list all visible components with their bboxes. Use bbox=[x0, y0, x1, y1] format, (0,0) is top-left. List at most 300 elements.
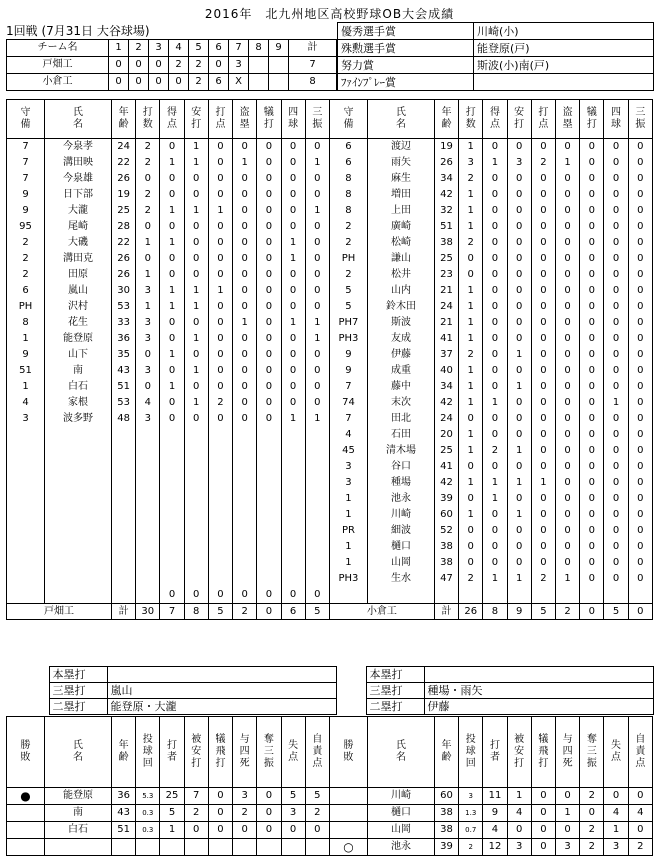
player-name: 雨矢 bbox=[368, 155, 435, 171]
sacrifices: 0 bbox=[257, 315, 281, 331]
strikeouts: 0 bbox=[580, 805, 604, 822]
strikeouts: 0 bbox=[628, 475, 652, 491]
player-name: 廣崎 bbox=[368, 219, 435, 235]
walks: 0 bbox=[604, 555, 628, 571]
batting-header-cell bbox=[368, 100, 435, 139]
player-name: 池永 bbox=[368, 491, 435, 507]
age: 51 bbox=[434, 219, 458, 235]
pitching-header-cell bbox=[136, 717, 160, 788]
player-name bbox=[45, 555, 112, 571]
inning-score: 8 bbox=[289, 74, 337, 91]
batting-row bbox=[7, 459, 653, 475]
sacrifices: 0 bbox=[580, 267, 604, 283]
age: 35 bbox=[111, 347, 135, 363]
at-bats: 1 bbox=[459, 363, 483, 379]
hits-allowed: 1 bbox=[507, 788, 531, 805]
walks: 0 bbox=[604, 491, 628, 507]
total-value: 6 bbox=[281, 604, 305, 620]
hits: 0 bbox=[507, 219, 531, 235]
decision bbox=[329, 788, 367, 805]
player-name: 山内 bbox=[368, 283, 435, 299]
sacrifices: 0 bbox=[580, 523, 604, 539]
total-label: 計 bbox=[434, 604, 458, 620]
position: 7 bbox=[7, 139, 45, 156]
inning-score: 0 bbox=[169, 74, 189, 91]
stolen-bases: 1 bbox=[233, 155, 257, 171]
sacrifices-allowed: 0 bbox=[531, 805, 555, 822]
walks: 0 bbox=[281, 267, 305, 283]
at-bats: 0 bbox=[459, 267, 483, 283]
walks: 0 bbox=[604, 219, 628, 235]
header-label: 氏名 bbox=[395, 740, 406, 763]
sacrifices: 0 bbox=[257, 219, 281, 235]
batting-row bbox=[7, 411, 653, 427]
at-bats bbox=[136, 587, 160, 604]
innings: 2 bbox=[459, 839, 483, 856]
sacrifices: 0 bbox=[257, 347, 281, 363]
at-bats: 1 bbox=[459, 299, 483, 315]
at-bats: 0 bbox=[136, 219, 160, 235]
rbi: 0 bbox=[208, 379, 232, 395]
position: 7 bbox=[329, 411, 367, 427]
position: 7 bbox=[7, 171, 45, 187]
sacrifices: 0 bbox=[257, 587, 281, 604]
strikeouts: 0 bbox=[305, 235, 329, 251]
runs: 0 bbox=[483, 331, 507, 347]
player-name: 谷口 bbox=[368, 459, 435, 475]
hits bbox=[184, 491, 208, 507]
header-label: 勝敗 bbox=[20, 740, 31, 763]
runs bbox=[160, 475, 184, 491]
runs: 0 bbox=[160, 139, 184, 156]
runs: 0 bbox=[160, 171, 184, 187]
batters: 11 bbox=[483, 788, 507, 805]
hit-players: 種場・雨矢 bbox=[424, 683, 653, 699]
age: 26 bbox=[111, 171, 135, 187]
hits bbox=[184, 507, 208, 523]
at-bats: 1 bbox=[459, 187, 483, 203]
decision bbox=[7, 822, 45, 839]
stolen-bases: 0 bbox=[233, 379, 257, 395]
hits: 1 bbox=[184, 155, 208, 171]
stolen-bases bbox=[233, 555, 257, 571]
inning-score: 2 bbox=[189, 57, 209, 74]
sacrifices: 0 bbox=[257, 283, 281, 299]
age: 39 bbox=[434, 839, 458, 856]
age: 51 bbox=[111, 379, 135, 395]
header-label: 勝敗 bbox=[343, 740, 354, 763]
age: 38 bbox=[434, 539, 458, 555]
age: 51 bbox=[111, 822, 135, 839]
at-bats: 2 bbox=[459, 171, 483, 187]
sacrifices: 0 bbox=[580, 475, 604, 491]
strikeouts: 0 bbox=[628, 155, 652, 171]
page-title: 2016年 北九州地区高校野球OB大会成績 bbox=[204, 7, 455, 21]
hits bbox=[184, 459, 208, 475]
age bbox=[111, 839, 135, 856]
strikeouts: 0 bbox=[305, 347, 329, 363]
walks-hbp: 0 bbox=[556, 788, 580, 805]
stolen-bases bbox=[233, 571, 257, 587]
at-bats bbox=[136, 555, 160, 571]
stolen-bases: 0 bbox=[233, 219, 257, 235]
pitching-header-cell bbox=[531, 717, 555, 788]
strikeouts: 0 bbox=[628, 539, 652, 555]
player-name bbox=[368, 587, 435, 604]
position: 1 bbox=[7, 379, 45, 395]
stolen-bases: 0 bbox=[233, 299, 257, 315]
runs: 1 bbox=[483, 571, 507, 587]
header-label: 犠飛打 bbox=[215, 734, 226, 769]
sacrifices: 0 bbox=[257, 155, 281, 171]
batting-row bbox=[7, 539, 653, 555]
strikeouts: 0 bbox=[628, 379, 652, 395]
position: 4 bbox=[7, 395, 45, 411]
sacrifices: 0 bbox=[257, 171, 281, 187]
sacrifices: 0 bbox=[580, 203, 604, 219]
batting-row bbox=[7, 155, 653, 171]
sacrifices: 0 bbox=[257, 363, 281, 379]
batting-header-cell bbox=[531, 100, 555, 139]
stolen-bases: 0 bbox=[556, 507, 580, 523]
age: 38 bbox=[434, 555, 458, 571]
pitching-header-cell bbox=[45, 717, 112, 788]
age: 22 bbox=[111, 155, 135, 171]
hits: 0 bbox=[507, 411, 531, 427]
linescore-header-cell: 9 bbox=[269, 40, 289, 57]
position: PH3 bbox=[329, 571, 367, 587]
batting-header-cell bbox=[507, 100, 531, 139]
walks: 0 bbox=[604, 155, 628, 171]
rbi: 0 bbox=[208, 187, 232, 203]
stolen-bases: 0 bbox=[556, 363, 580, 379]
strikeouts bbox=[628, 587, 652, 604]
inning-score: 0 bbox=[149, 74, 169, 91]
rbi: 0 bbox=[208, 587, 232, 604]
runs: 0 bbox=[483, 267, 507, 283]
position: 6 bbox=[329, 139, 367, 156]
strikeouts: 0 bbox=[257, 788, 281, 805]
sacrifices-allowed bbox=[208, 839, 232, 856]
walks: 0 bbox=[604, 139, 628, 156]
batting-header-cell bbox=[305, 100, 329, 139]
inning-score bbox=[269, 74, 289, 91]
strikeouts: 0 bbox=[305, 187, 329, 203]
rbi: 0 bbox=[531, 315, 555, 331]
total-value: 7 bbox=[160, 604, 184, 620]
hits bbox=[184, 571, 208, 587]
extra-base-row bbox=[6, 683, 653, 699]
rbi: 0 bbox=[531, 171, 555, 187]
rbi: 0 bbox=[531, 219, 555, 235]
at-bats: 2 bbox=[136, 155, 160, 171]
runs bbox=[160, 571, 184, 587]
player-name bbox=[45, 523, 112, 539]
pitching-row bbox=[7, 839, 653, 856]
age: 24 bbox=[434, 411, 458, 427]
rbi: 0 bbox=[208, 235, 232, 251]
rbi: 1 bbox=[208, 283, 232, 299]
age bbox=[111, 475, 135, 491]
player-name: 能登原 bbox=[45, 331, 112, 347]
player-name: 藤中 bbox=[368, 379, 435, 395]
at-bats bbox=[136, 491, 160, 507]
sacrifices: 0 bbox=[580, 571, 604, 587]
batting-header-cell bbox=[604, 100, 628, 139]
team-name: 小倉工 bbox=[329, 604, 434, 620]
sacrifices: 0 bbox=[580, 411, 604, 427]
walks: 0 bbox=[281, 155, 305, 171]
at-bats: 2 bbox=[136, 187, 160, 203]
pitching-header-cell bbox=[111, 717, 135, 788]
sacrifices bbox=[257, 523, 281, 539]
rbi: 0 bbox=[531, 203, 555, 219]
batting-header-cell bbox=[136, 100, 160, 139]
at-bats: 2 bbox=[459, 235, 483, 251]
runs: 0 bbox=[604, 788, 628, 805]
header-label: 氏名 bbox=[395, 106, 406, 130]
rbi: 2 bbox=[531, 571, 555, 587]
hits: 0 bbox=[507, 395, 531, 411]
linescore-row bbox=[7, 74, 337, 91]
position: 51 bbox=[7, 363, 45, 379]
linescore-row bbox=[7, 57, 337, 74]
walks-hbp: 3 bbox=[233, 788, 257, 805]
strikeouts: 2 bbox=[580, 822, 604, 839]
stolen-bases: 0 bbox=[556, 299, 580, 315]
runs: 1 bbox=[483, 155, 507, 171]
runs: 0 bbox=[160, 251, 184, 267]
hits: 0 bbox=[507, 251, 531, 267]
hits: 0 bbox=[507, 331, 531, 347]
walks bbox=[281, 427, 305, 443]
batting-row bbox=[7, 379, 653, 395]
batting-row bbox=[7, 571, 653, 587]
blank-cell bbox=[336, 683, 366, 699]
hits: 0 bbox=[507, 203, 531, 219]
award-name: 努力賞 bbox=[338, 57, 474, 74]
sacrifices: 0 bbox=[257, 187, 281, 203]
position bbox=[7, 555, 45, 571]
linescore-header-cell: 2 bbox=[129, 40, 149, 57]
linescore-header bbox=[7, 40, 337, 57]
at-bats bbox=[136, 459, 160, 475]
blank-cell bbox=[6, 667, 49, 683]
player-name: 成重 bbox=[368, 363, 435, 379]
position: 8 bbox=[329, 171, 367, 187]
strikeouts bbox=[305, 459, 329, 475]
hits-allowed: 4 bbox=[507, 805, 531, 822]
batting-row bbox=[7, 139, 653, 156]
stolen-bases: 0 bbox=[233, 267, 257, 283]
walks: 0 bbox=[281, 187, 305, 203]
linescore-header-cell: 3 bbox=[149, 40, 169, 57]
walks: 0 bbox=[604, 187, 628, 203]
rbi: 2 bbox=[208, 395, 232, 411]
walks bbox=[281, 459, 305, 475]
pitching-header-cell bbox=[281, 717, 305, 788]
earned-runs: 5 bbox=[305, 788, 329, 805]
sacrifices: 0 bbox=[580, 347, 604, 363]
hits: 0 bbox=[184, 347, 208, 363]
age: 19 bbox=[111, 187, 135, 203]
hits: 1 bbox=[184, 363, 208, 379]
strikeouts: 0 bbox=[628, 283, 652, 299]
sacrifices: 0 bbox=[257, 251, 281, 267]
strikeouts bbox=[305, 523, 329, 539]
strikeouts: 0 bbox=[628, 347, 652, 363]
runs: 1 bbox=[160, 347, 184, 363]
decision bbox=[7, 805, 45, 822]
earned-runs: 0 bbox=[305, 822, 329, 839]
earned-runs: 2 bbox=[305, 805, 329, 822]
runs bbox=[281, 839, 305, 856]
header-label: 投球回 bbox=[465, 734, 476, 769]
walks: 0 bbox=[281, 139, 305, 156]
age: 22 bbox=[111, 235, 135, 251]
rbi bbox=[208, 427, 232, 443]
sacrifices bbox=[257, 539, 281, 555]
age: 34 bbox=[434, 379, 458, 395]
header-label: 犠打 bbox=[263, 106, 274, 130]
strikeouts bbox=[305, 475, 329, 491]
hits: 0 bbox=[507, 235, 531, 251]
sacrifices: 0 bbox=[257, 267, 281, 283]
hits: 0 bbox=[507, 459, 531, 475]
batting-header-cell bbox=[281, 100, 305, 139]
runs bbox=[160, 555, 184, 571]
inning-score: 6 bbox=[209, 74, 229, 91]
batters: 5 bbox=[160, 805, 184, 822]
strikeouts: 0 bbox=[628, 171, 652, 187]
runs: 1 bbox=[160, 379, 184, 395]
earned-runs bbox=[305, 839, 329, 856]
sacrifices: 0 bbox=[580, 219, 604, 235]
runs: 0 bbox=[483, 251, 507, 267]
batting-row bbox=[7, 251, 653, 267]
strikeouts bbox=[305, 491, 329, 507]
walks: 1 bbox=[281, 411, 305, 427]
award-winner bbox=[474, 74, 654, 91]
sacrifices: 0 bbox=[257, 395, 281, 411]
linescore-header-cell: 7 bbox=[229, 40, 249, 57]
strikeouts: 1 bbox=[305, 411, 329, 427]
strikeouts: 0 bbox=[628, 251, 652, 267]
stolen-bases bbox=[233, 443, 257, 459]
position bbox=[7, 443, 45, 459]
total-label: 計 bbox=[111, 604, 135, 620]
stolen-bases: 0 bbox=[556, 171, 580, 187]
blank-cell bbox=[336, 699, 366, 715]
sacrifices: 0 bbox=[580, 395, 604, 411]
linescore-table bbox=[6, 39, 337, 91]
strikeouts: 0 bbox=[305, 395, 329, 411]
walks: 0 bbox=[604, 571, 628, 587]
hits: 0 bbox=[184, 267, 208, 283]
age bbox=[111, 539, 135, 555]
at-bats: 1 bbox=[459, 331, 483, 347]
at-bats: 3 bbox=[136, 411, 160, 427]
runs: 1 bbox=[160, 299, 184, 315]
rbi bbox=[208, 507, 232, 523]
player-name: 今泉雄 bbox=[45, 171, 112, 187]
at-bats: 3 bbox=[459, 155, 483, 171]
rbi: 0 bbox=[208, 331, 232, 347]
total-value: 5 bbox=[604, 604, 628, 620]
sacrifices: 0 bbox=[257, 139, 281, 156]
stolen-bases bbox=[233, 507, 257, 523]
player-name: 斯波 bbox=[368, 315, 435, 331]
at-bats bbox=[136, 507, 160, 523]
award-row bbox=[338, 40, 654, 57]
batting-row bbox=[7, 267, 653, 283]
hits: 0 bbox=[184, 171, 208, 187]
sacrifices bbox=[257, 443, 281, 459]
stolen-bases: 0 bbox=[556, 267, 580, 283]
pitching-header-cell bbox=[329, 717, 367, 788]
pitching-header-cell bbox=[368, 717, 435, 788]
innings: 1.3 bbox=[459, 805, 483, 822]
position: 9 bbox=[7, 347, 45, 363]
age: 41 bbox=[434, 331, 458, 347]
at-bats: 0 bbox=[136, 347, 160, 363]
batting-row bbox=[7, 555, 653, 571]
walks: 0 bbox=[604, 331, 628, 347]
sacrifices: 0 bbox=[580, 235, 604, 251]
stolen-bases: 0 bbox=[556, 539, 580, 555]
runs: 0 bbox=[483, 411, 507, 427]
rbi: 1 bbox=[531, 475, 555, 491]
player-name: 大瀧 bbox=[45, 203, 112, 219]
runs bbox=[160, 491, 184, 507]
position bbox=[7, 539, 45, 555]
player-name: 白石 bbox=[45, 379, 112, 395]
rbi: 0 bbox=[531, 555, 555, 571]
age: 43 bbox=[111, 363, 135, 379]
position: PH bbox=[329, 251, 367, 267]
runs: 0 bbox=[483, 187, 507, 203]
rbi: 0 bbox=[208, 251, 232, 267]
stolen-bases: 0 bbox=[556, 395, 580, 411]
rbi: 0 bbox=[208, 267, 232, 283]
player-name: 山岡 bbox=[368, 555, 435, 571]
position: 9 bbox=[329, 363, 367, 379]
rbi: 1 bbox=[208, 203, 232, 219]
linescore-header-cell: 4 bbox=[169, 40, 189, 57]
at-bats: 1 bbox=[459, 283, 483, 299]
hits: 0 bbox=[507, 539, 531, 555]
header-label: 安打 bbox=[514, 106, 525, 130]
strikeouts: 0 bbox=[305, 171, 329, 187]
rbi: 0 bbox=[531, 539, 555, 555]
sacrifices: 0 bbox=[580, 251, 604, 267]
strikeouts bbox=[257, 839, 281, 856]
position: 6 bbox=[329, 155, 367, 171]
rbi: 2 bbox=[531, 155, 555, 171]
sacrifices bbox=[257, 491, 281, 507]
age: 41 bbox=[434, 459, 458, 475]
rbi: 0 bbox=[531, 427, 555, 443]
walks: 0 bbox=[604, 379, 628, 395]
position: PH3 bbox=[329, 331, 367, 347]
stolen-bases: 0 bbox=[556, 555, 580, 571]
strikeouts: 2 bbox=[580, 839, 604, 856]
stolen-bases: 0 bbox=[556, 475, 580, 491]
header-label: 三振 bbox=[635, 106, 646, 130]
strikeouts: 0 bbox=[628, 299, 652, 315]
hit-players bbox=[424, 667, 653, 683]
strikeouts: 1 bbox=[305, 315, 329, 331]
